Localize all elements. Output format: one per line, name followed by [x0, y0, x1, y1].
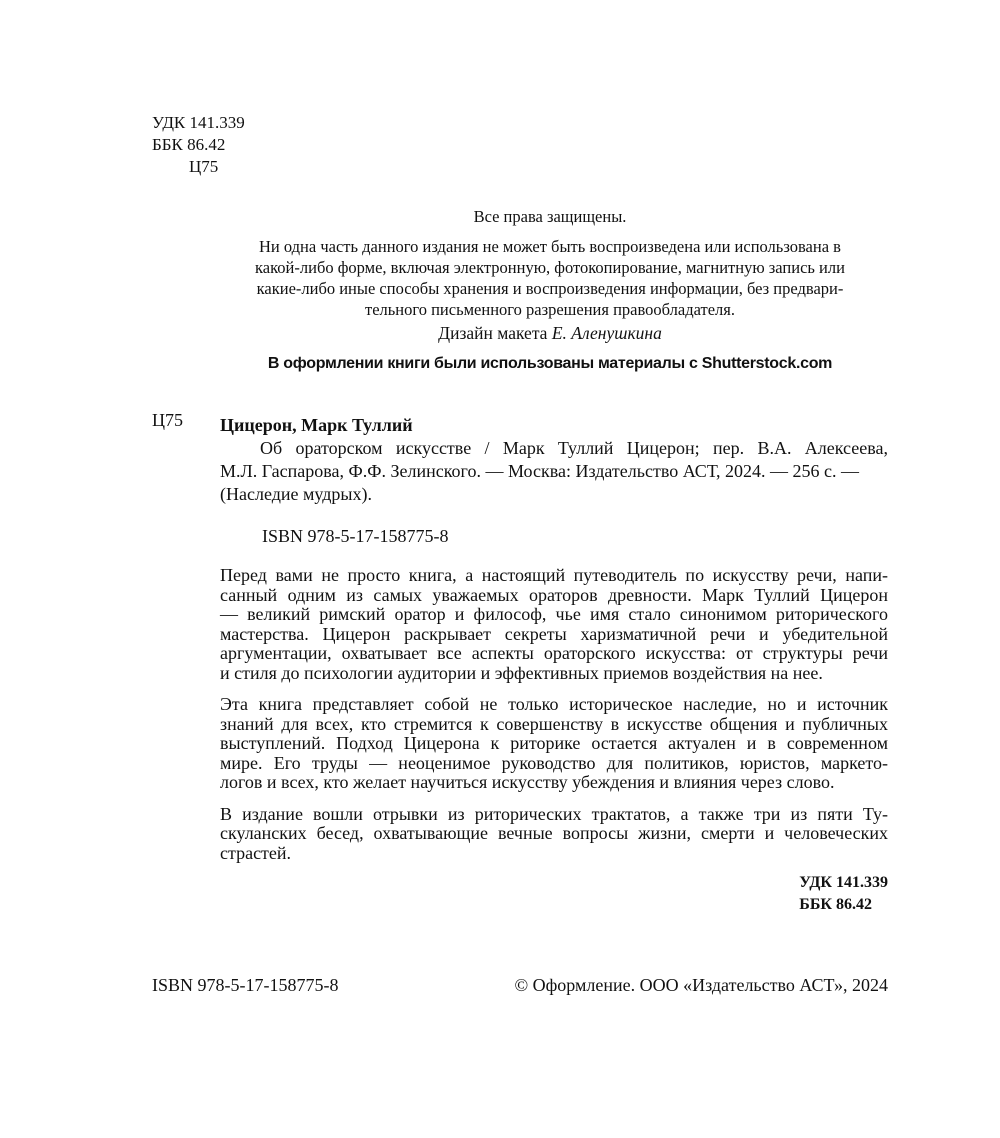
annotation-paragraph — [220, 566, 888, 683]
annotation-paragraph — [220, 805, 888, 864]
annotation-line: санный одним из самых уважаемых ораторов древности. Марк Туллий Цицерон — [220, 584, 888, 605]
bbk-code: ББК 86.42 — [152, 135, 226, 154]
rights-title: Все права защищены. — [473, 207, 627, 226]
catalog-description-line: М.Л. Гаспарова, Ф.Ф. Зелинского. — Москва: Издательство АСТ, 2024. — 256 с. — — [220, 461, 859, 481]
designer-name: Е. Аленушкина — [551, 323, 662, 343]
design-credit — [200, 323, 900, 344]
annotation-line: Эта книга представляет собой не только историческое наследие, но и источник — [220, 694, 888, 714]
author-mark: Ц75 — [189, 157, 219, 176]
bottom-classification-codes — [799, 872, 888, 916]
top-classification-codes — [152, 112, 245, 178]
annotation — [220, 566, 888, 875]
design-label: Дизайн макета — [438, 323, 548, 343]
catalog-description-line: Об ораторском искусстве / Марк Туллий Цицерон; пер. В.А. Алексеева, — [260, 438, 888, 458]
annotation-line: — великий римский оратор и философ, чье имя стало синонимом риторического — [220, 604, 888, 624]
bbk-code-bold: ББК 86.42 — [799, 896, 873, 913]
udk-code-bold: УДК 141.339 — [799, 874, 888, 891]
footer-isbn: ISBN 978-5-17-158775-8 — [152, 975, 339, 995]
catalog-code: Ц75 — [152, 410, 183, 430]
shutterstock-note: В оформлении книги были использованы материалы с Shutterstock.com — [267, 355, 833, 372]
annotation-paragraph — [220, 695, 888, 793]
annotation-line: страстей. — [220, 842, 292, 863]
annotation-line: В издание вошли отрывки из риторических трактатов, а также три из пяти Ту- — [220, 803, 888, 824]
rights-line: тельного письменного разрешения правообладателя. — [365, 300, 735, 319]
catalog-isbn: ISBN 978-5-17-158775-8 — [262, 526, 449, 546]
catalog-description-line: (Наследие мудрых). — [220, 484, 372, 504]
rights-line: какой-либо форме, включая электронную, фотокопирование, магнитную запись или — [255, 258, 845, 277]
annotation-line: знаний для всех, кто стремится к совершенству в искусстве общения и публичных — [220, 713, 888, 734]
annotation-line: выступлений. Подход Цицерона к риторике остается актуален и в современном — [220, 733, 888, 753]
annotation-line: мире. Его труды — неоценимое руководство для политиков, юристов, маркето- — [220, 752, 888, 773]
annotation-line: Перед вами не просто книга, а настоящий путеводитель по искусству речи, напи- — [220, 565, 888, 585]
annotation-line: аргументации, охватывает все аспекты ораторского искусства: от структуры речи — [220, 643, 888, 663]
udk-code: УДК 141.339 — [152, 113, 245, 132]
catalog-author: Цицерон, Марк Туллий — [220, 415, 413, 435]
rights-line: какие-либо иные способы хранения и воспроизведения информации, без предвари- — [256, 279, 844, 298]
footer-copyright: © Оформление. ООО «Издательство АСТ», 2024 — [514, 975, 888, 995]
annotation-line: логов и всех, кто желает научиться искусству убеждения и влияния через слово. — [220, 772, 835, 792]
rights-notice — [200, 236, 900, 320]
annotation-line: скуланских бесед, охватывающие вечные вопросы жизни, смерти и человеческих — [220, 823, 888, 843]
annotation-line: и стиля до психологии аудитории и эффективных приемов воздействия на нее. — [220, 662, 823, 683]
catalog-entry — [220, 414, 888, 506]
rights-line: Ни одна часть данного издания не может быть воспроизведена или использована в — [259, 237, 841, 256]
annotation-line: мастерства. Цицерон раскрывает секреты харизматичной речи и убедительной — [220, 623, 888, 644]
